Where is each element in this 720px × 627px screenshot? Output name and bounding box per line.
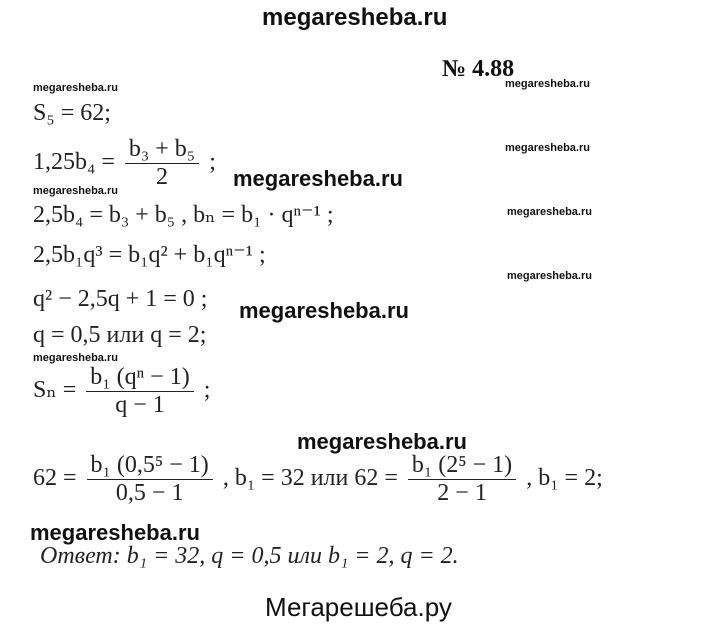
fraction [125, 136, 199, 191]
fraction-denominator: 0,5 − 1 [87, 479, 213, 507]
watermark-large: megaresheba.ru [30, 520, 200, 545]
fraction-numerator: b₁ (0,5⁵ − 1) [90, 452, 209, 478]
watermark-large: megaresheba.ru [239, 298, 409, 323]
solution-line-6: q = 0,5 или q = 2; [33, 322, 207, 348]
equation-left: 62 = [33, 465, 77, 492]
watermark-large: megaresheba.ru [233, 166, 403, 191]
watermark-large: megaresheba.ru [297, 429, 467, 454]
watermark-small: megaresheba.ru [507, 270, 592, 282]
solution-line-4: 2,5b₁q³ = b₁q² + b₁qⁿ⁻¹ ; [33, 242, 266, 268]
watermark-small: megaresheba.ru [33, 82, 118, 94]
watermark-small: megaresheba.ru [505, 142, 590, 154]
fraction-numerator: b₁ (2⁵ − 1) [411, 452, 513, 478]
watermark-small: megaresheba.ru [507, 206, 592, 218]
fraction-denominator: q − 1 [86, 391, 193, 419]
watermark-small: megaresheba.ru [33, 352, 118, 364]
solution-line-3: 2,5b₄ = b₃ + b₅ , bₙ = b₁ · qⁿ⁻¹ ; [33, 202, 334, 228]
solution-line-7 [33, 364, 210, 419]
line-end: ; [209, 149, 216, 176]
solution-line-8 [33, 452, 603, 507]
solution-line-2 [33, 136, 216, 191]
watermark-small: megaresheba.ru [505, 78, 590, 90]
fraction-denominator: 2 [125, 163, 199, 191]
equation-middle: , b₁ = 32 или 62 = [222, 465, 398, 492]
solution-line-5: q² − 2,5q + 1 = 0 ; [33, 286, 208, 312]
fraction [86, 364, 193, 419]
solution-line-1: S₅ = 62; [33, 100, 111, 126]
watermark-bottom: Мегарешеба.ру [265, 592, 452, 622]
watermark-top: megaresheba.ru [262, 4, 448, 31]
problem-number: № 4.88 [442, 56, 515, 82]
fraction-numerator: b₁ (qⁿ − 1) [90, 364, 190, 390]
answer-line: Ответ: b₁ = 32, q = 0,5 или b₁ = 2, q = 2. [40, 543, 459, 569]
fraction-denominator: 2 − 1 [408, 479, 516, 507]
fraction-numerator: b₃ + b₅ [128, 136, 196, 162]
line-end: , b₁ = 2; [526, 465, 603, 492]
equation-left: Sₙ = [33, 377, 77, 404]
fraction [87, 452, 213, 507]
fraction [408, 452, 516, 507]
line-end: ; [203, 377, 211, 404]
equation-left: 1,25b₄ = [33, 149, 115, 176]
watermark-small: megaresheba.ru [33, 185, 118, 197]
